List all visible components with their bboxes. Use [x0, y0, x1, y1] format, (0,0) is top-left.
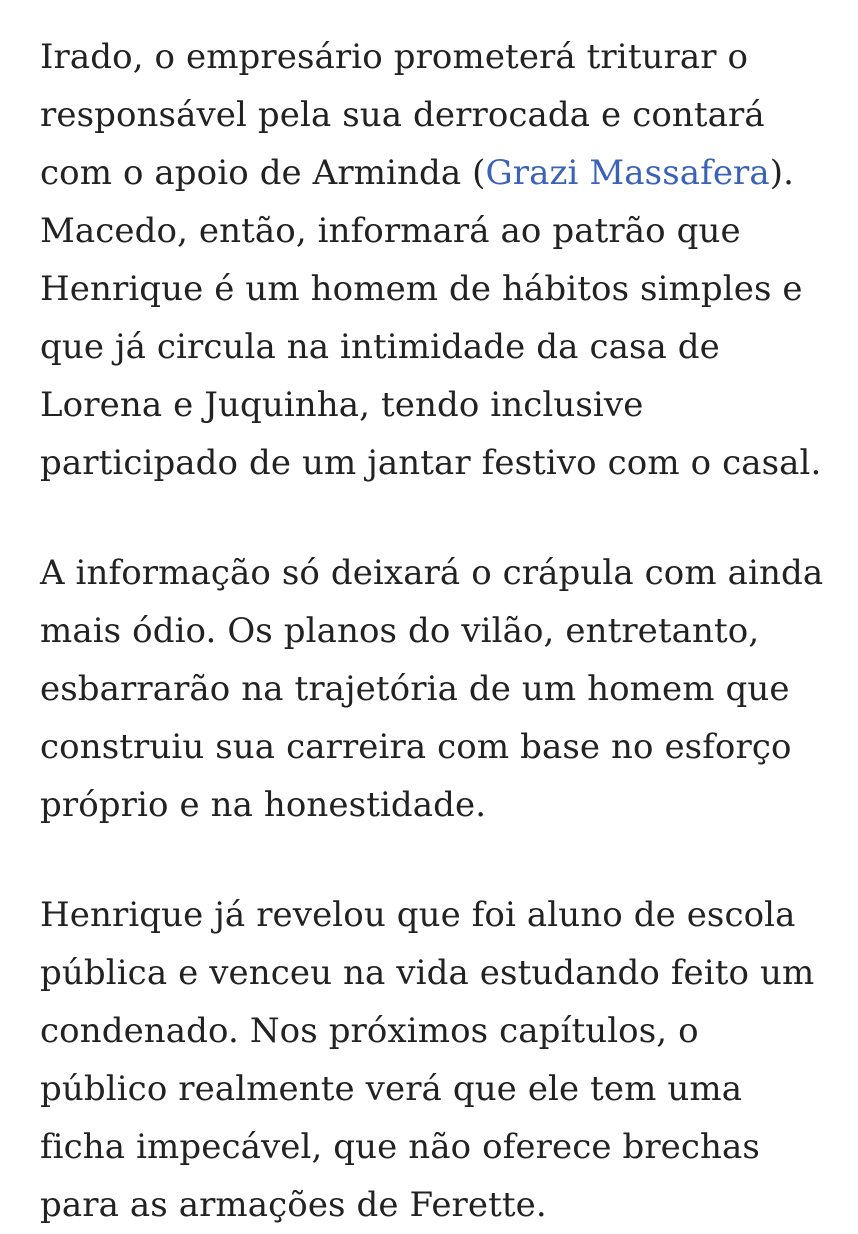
paragraph-text: Irado, o empresário prometerá triturar o responsável pela sua derrocada e contará com o apoio de Arminda ( — [40, 37, 765, 193]
person-link[interactable]: Grazi Massafera — [485, 153, 770, 193]
article-paragraph: A informação só deixará o crápula com ainda mais ódio. Os planos do vilão, entretanto, esbarrarão na trajetória de um homem que construiu sua carreira com base no esforço próprio e na honestidade. — [40, 553, 824, 825]
paragraph-text: ). Macedo, então, informará ao patrão que Henrique é um homem de hábitos simples e que já circula na intimidade da casa de Lorena e Juquinha, tendo inclusive participado de um jantar festivo com o casal. — [40, 153, 822, 483]
article-body — [40, 28, 830, 1234]
article-paragraph — [40, 28, 830, 492]
article-paragraph: Henrique já revelou que foi aluno de escola pública e venceu na vida estudando feito um condenado. Nos próximos capítulos, o público realmente verá que ele tem uma ficha impecável, que não oferece brechas para as armações de Ferette. — [40, 895, 815, 1225]
